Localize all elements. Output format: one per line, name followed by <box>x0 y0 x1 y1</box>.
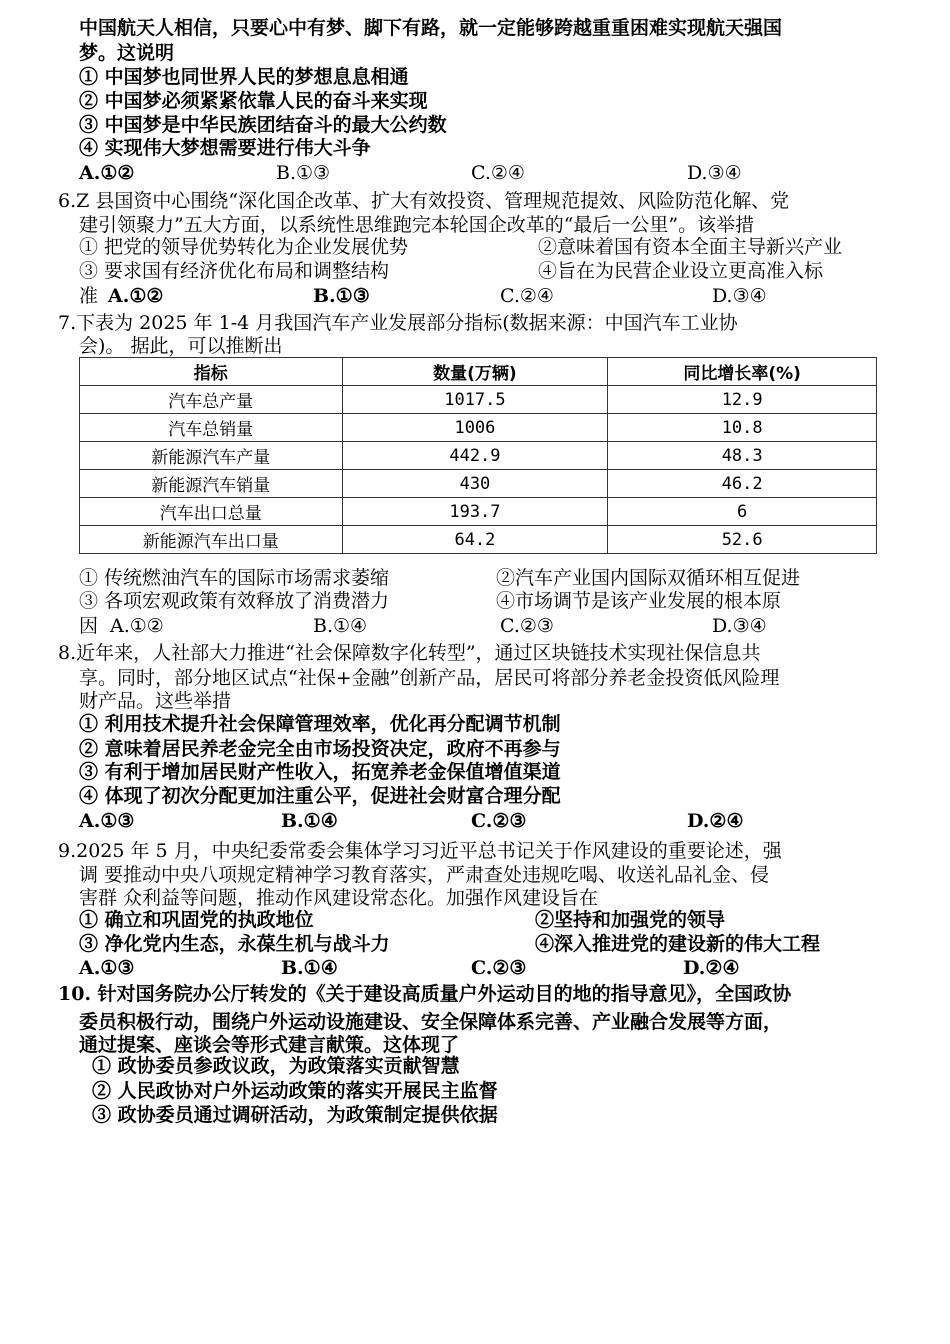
q10-statement-3: ③ 政协委员通过调研活动，为政策制定提供依据 <box>92 1104 498 1126</box>
table-header-row <box>80 358 877 386</box>
table-row <box>80 526 877 554</box>
q9-statement-1: ① 确立和巩固党的执政地位 <box>79 909 314 931</box>
q5-stem-line2: 梦。这说明 <box>79 42 175 64</box>
q8-option-c: C.②③ <box>471 810 527 832</box>
q6-statement-4: ④旨在为民营企业设立更高准入标 <box>538 260 824 282</box>
q8-statement-2: ② 意味着居民养老金完全由市场投资决定，政府不再参与 <box>79 738 561 760</box>
q8-statement-3: ③ 有利于增加居民财产性收入，拓宽养老金保值增值渠道 <box>79 761 561 783</box>
q9-stem-line2: 调 要推动中央八项规定精神学习教育落实，严肃查处违规吃喝、收送礼品礼金、侵 <box>79 864 770 886</box>
q6-statement-3: ③ 要求国有经济优化布局和调整结构 <box>79 260 390 282</box>
q10-stem-line3: 通过提案、座谈会等形式建言献策。这体现了 <box>79 1034 460 1056</box>
q7-stem-line1: 7.下表为 2025 年 1-4 月我国汽车产业发展部分指标(数据来源：中国汽车工业协 <box>58 312 738 334</box>
q5-statement-2: ② 中国梦必须紧紧依靠人民的奋斗来实现 <box>79 90 428 112</box>
q8-stem-line3: 财产品。这些举措 <box>79 690 232 712</box>
table-cell-growth: 6 <box>608 498 877 526</box>
q7-option-d: D.③④ <box>712 615 767 637</box>
table-row <box>80 442 877 470</box>
q10-stem-line2: 委员积极行动，围绕户外运动设施建设、安全保障体系完善、产业融合发展等方面， <box>79 1011 783 1033</box>
table-cell-indicator: 新能源汽车产量 <box>80 442 343 470</box>
table-cell-indicator: 新能源汽车销量 <box>80 470 343 498</box>
q7-statement-3: ③ 各项宏观政策有效释放了消费潜力 <box>79 590 390 612</box>
table-header-quantity: 数量(万辆) <box>342 358 608 386</box>
q6-stem-line1: 6.Z 县国资中心围绕“深化国企改革、扩大有效投资、管理规范提效、风险防范化解、党 <box>58 190 790 212</box>
table-cell-growth: 10.8 <box>608 414 877 442</box>
q9-option-b: B.①④ <box>281 957 338 979</box>
q5-option-b: B.①③ <box>276 162 331 184</box>
table-cell-growth: 52.6 <box>608 526 877 554</box>
q5-stem-line1: 中国航天人相信，只要心中有梦、脚下有路，就一定能够跨越重重困难实现航天强国 <box>79 17 783 39</box>
q9-statement-4: ④深入推进党的建设新的伟大工程 <box>535 933 821 955</box>
table-row <box>80 414 877 442</box>
q5-statement-1: ① 中国梦也同世界人民的梦想息息相通 <box>79 66 409 88</box>
q7-option-c: C.②③ <box>500 615 554 637</box>
q6-option-c: C.②④ <box>500 285 554 307</box>
q6-statement-4-tail: 准 <box>79 285 99 307</box>
q7-stem-line2: 会)。 据此，可以推断出 <box>79 335 283 357</box>
q8-option-d: D.②④ <box>687 810 744 832</box>
table-cell-indicator: 汽车总产量 <box>80 386 343 414</box>
table-cell-indicator: 汽车出口总量 <box>80 498 343 526</box>
q9-option-a: A.①③ <box>79 957 135 979</box>
table-cell-quantity: 1017.5 <box>342 386 608 414</box>
table-cell-quantity: 442.9 <box>342 442 608 470</box>
q7-statement-1: ① 传统燃油汽车的国际市场需求萎缩 <box>79 567 390 589</box>
q10-statement-1: ① 政协委员参政议政，为政策落实贡献智慧 <box>92 1055 460 1077</box>
q6-stem-line2: 建引领聚力”五大方面，以系统性思维跑完本轮国企改革的“最后一公里”。该举措 <box>79 214 755 236</box>
q9-stem-line1: 9.2025 年 5 月，中央纪委常委会集体学习习近平总书记关于作风建设的重要论述，强 <box>58 840 782 862</box>
q8-stem-line2: 享。同时，部分地区试点“社保+金融”创新产品，居民可将部分养老金投资低风险理 <box>79 667 780 689</box>
table-cell-growth: 12.9 <box>608 386 877 414</box>
q7-statement-4: ④市场调节是该产业发展的根本原 <box>496 590 782 612</box>
table-cell-quantity: 193.7 <box>342 498 608 526</box>
q6-option-d: D.③④ <box>712 285 767 307</box>
q10-stem-line1: 10. 针对国务院办公厅转发的《关于建设高质量户外运动目的地的指导意见》，全国政协 <box>58 983 792 1005</box>
table-row <box>80 498 877 526</box>
q6-option-a: A.①② <box>108 285 164 307</box>
q9-stem-line3: 害群 众利益等问题，推动作风建设常态化。加强作风建设旨在 <box>79 887 599 909</box>
q5-option-a: A.①② <box>79 162 135 184</box>
q10-statement-2: ② 人民政协对户外运动政策的落实开展民主监督 <box>92 1080 498 1102</box>
q6-statement-1: ① 把党的领导优势转化为企业发展优势 <box>79 236 409 258</box>
q9-option-d: D.②④ <box>683 957 740 979</box>
q8-stem-line1: 8.近年来，人社部大力推进“社会保障数字化转型”，通过区块链技术实现社保信息共 <box>58 642 761 664</box>
q8-statement-1: ① 利用技术提升社会保障管理效率，优化再分配调节机制 <box>79 713 561 735</box>
table-header-indicator: 指标 <box>80 358 343 386</box>
table-cell-indicator: 新能源汽车出口量 <box>80 526 343 554</box>
q6-statement-2: ②意味着国有资本全面主导新兴产业 <box>538 236 843 258</box>
table-header-growth: 同比增长率(%) <box>608 358 877 386</box>
q5-statement-4: ④ 实现伟大梦想需要进行伟大斗争 <box>79 137 371 159</box>
table-cell-indicator: 汽车总销量 <box>80 414 343 442</box>
q9-option-c: C.②③ <box>471 957 527 979</box>
q5-option-d: D.③④ <box>687 162 742 184</box>
table-row <box>80 386 877 414</box>
q7-option-b: B.①④ <box>313 615 368 637</box>
q7-statement-2: ②汽车产业国内国际双循环相互促进 <box>496 567 801 589</box>
q7-option-a: A.①② <box>110 615 164 637</box>
table-cell-growth: 48.3 <box>608 442 877 470</box>
q8-statement-4: ④ 体现了初次分配更加注重公平，促进社会财富合理分配 <box>79 785 561 807</box>
q8-option-b: B.①④ <box>281 810 338 832</box>
table-row <box>80 470 877 498</box>
table-cell-growth: 46.2 <box>608 470 877 498</box>
table-cell-quantity: 1006 <box>342 414 608 442</box>
q5-statement-3: ③ 中国梦是中华民族团结奋斗的最大公约数 <box>79 114 447 136</box>
auto-industry-table <box>79 357 877 554</box>
q9-statement-2: ②坚持和加强党的领导 <box>535 909 726 931</box>
table-cell-quantity: 430 <box>342 470 608 498</box>
q7-statement-4-tail: 因 <box>79 615 99 637</box>
q5-option-c: C.②④ <box>471 162 525 184</box>
table-cell-quantity: 64.2 <box>342 526 608 554</box>
q6-option-b: B.①③ <box>313 285 370 307</box>
q8-option-a: A.①③ <box>79 810 135 832</box>
q9-statement-3: ③ 净化党内生态，永葆生机与战斗力 <box>79 933 390 955</box>
